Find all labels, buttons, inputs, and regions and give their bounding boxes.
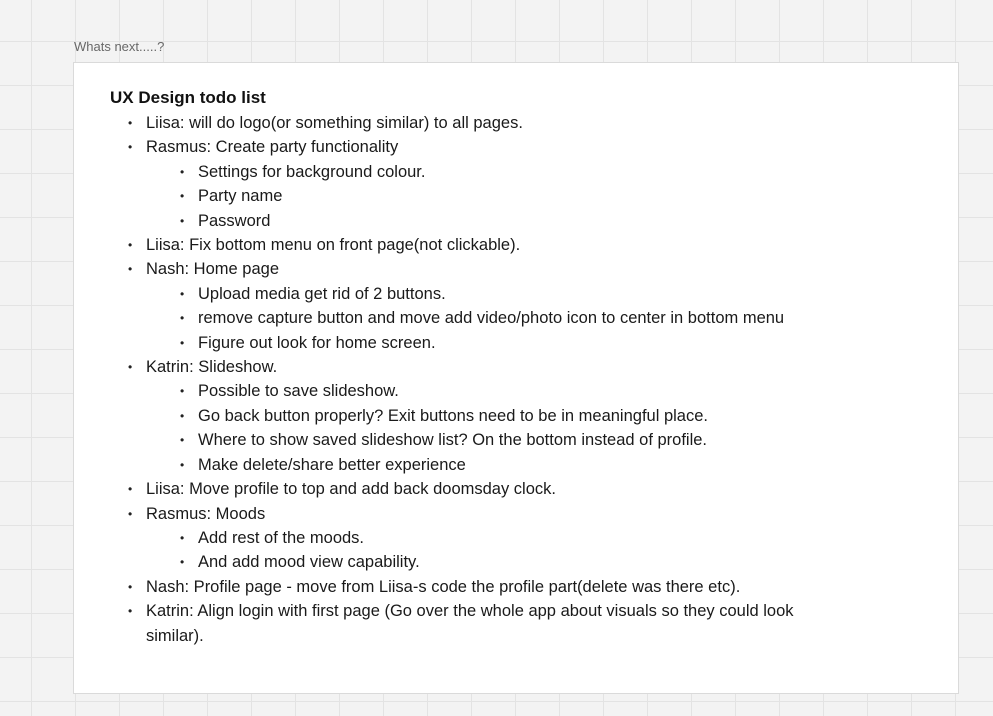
list-item-text: Liisa: Fix bottom menu on front page(not clickable). bbox=[146, 236, 521, 255]
list-item-text: Rasmus: Create party functionality bbox=[146, 138, 399, 157]
sub-list-item bbox=[198, 282, 846, 306]
list-item-text: Nash: Profile page - move from Liisa-s code the profile part(delete was there etc). bbox=[146, 577, 741, 596]
list-item bbox=[146, 111, 846, 135]
sub-list-item bbox=[198, 160, 846, 184]
sub-list-item-text: remove capture button and move add video/photo icon to center in bottom menu bbox=[198, 309, 785, 328]
sub-list bbox=[146, 282, 846, 355]
sub-list-item-text: Password bbox=[198, 211, 271, 230]
sub-list-item-text: Party name bbox=[198, 187, 283, 206]
sub-list-item bbox=[198, 526, 846, 550]
sub-list-item-text: Possible to save slideshow. bbox=[198, 382, 399, 401]
todo-list bbox=[146, 111, 846, 648]
list-item-text: Katrin: Align login with first page (Go over the whole app about visuals so they could look similar). bbox=[146, 602, 794, 645]
sub-list-item bbox=[198, 209, 846, 233]
list-item-text: Nash: Home page bbox=[146, 260, 279, 279]
sub-list bbox=[146, 526, 846, 575]
list-item-text: Katrin: Slideshow. bbox=[146, 358, 278, 377]
sub-list-item-text: Add rest of the moods. bbox=[198, 528, 365, 547]
sub-list-item-text: Make delete/share better experience bbox=[198, 455, 466, 474]
list-item-text: Liisa: Move profile to top and add back doomsday clock. bbox=[146, 480, 556, 499]
list-item bbox=[146, 233, 846, 257]
sub-list-item-text: Go back button properly? Exit buttons need to be in meaningful place. bbox=[198, 406, 708, 425]
frame-title[interactable]: Whats next.....? bbox=[74, 39, 165, 54]
list-item bbox=[146, 135, 846, 233]
sub-list bbox=[146, 160, 846, 233]
sub-list-item-text: And add mood view capability. bbox=[198, 553, 420, 572]
list-item bbox=[146, 575, 846, 599]
list-item bbox=[146, 502, 846, 575]
sub-list-item bbox=[198, 331, 846, 355]
list-item bbox=[146, 599, 846, 648]
list-item-text: Liisa: will do logo(or something similar) to all pages. bbox=[146, 114, 523, 132]
sub-list-item-text: Figure out look for home screen. bbox=[198, 333, 436, 352]
todo-document[interactable] bbox=[73, 62, 959, 694]
sub-list-item bbox=[198, 428, 846, 452]
sub-list-item-text: Upload media get rid of 2 buttons. bbox=[198, 284, 446, 303]
sub-list-item-text: Settings for background colour. bbox=[198, 162, 426, 181]
sub-list-item bbox=[198, 404, 846, 428]
sub-list-item bbox=[198, 306, 846, 330]
list-item bbox=[146, 477, 846, 501]
sub-list-item bbox=[198, 453, 846, 477]
sub-list-item bbox=[198, 550, 846, 574]
sub-list-item-text: Where to show saved slideshow list? On the bottom instead of profile. bbox=[198, 431, 708, 450]
sub-list bbox=[146, 379, 846, 477]
list-item bbox=[146, 355, 846, 477]
document-heading: UX Design todo list bbox=[110, 88, 266, 107]
sub-list-item bbox=[198, 379, 846, 403]
list-item-text: Rasmus: Moods bbox=[146, 504, 266, 523]
sub-list-item bbox=[198, 184, 846, 208]
list-item bbox=[146, 257, 846, 355]
